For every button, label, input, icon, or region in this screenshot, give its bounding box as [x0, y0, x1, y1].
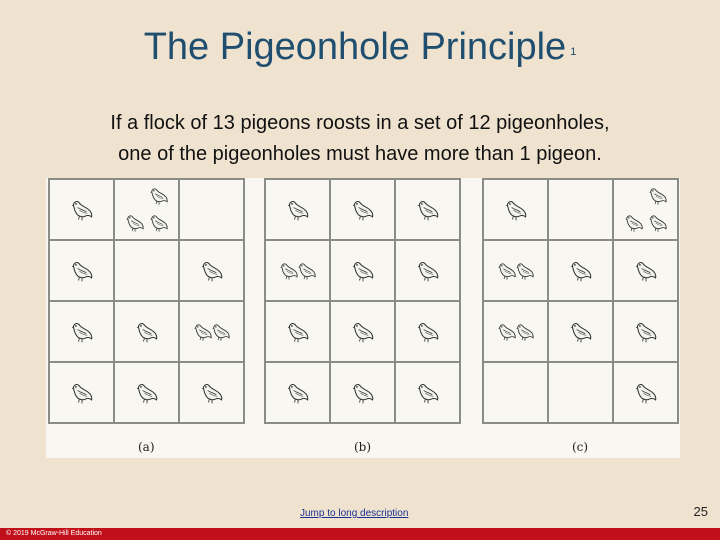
pigeon-icon — [516, 321, 534, 343]
pigeonhole-cell — [115, 302, 178, 361]
pigeonhole-cell — [331, 363, 394, 422]
pigeonhole-cell — [180, 241, 243, 300]
pigeon-icon — [646, 185, 670, 207]
pigeon-icon — [69, 197, 95, 223]
pigeon-icon — [568, 319, 594, 345]
pigeonhole-cell — [549, 180, 612, 239]
pigeonhole-cell — [50, 180, 113, 239]
pigeon-icon — [147, 212, 171, 234]
pigeon-icon — [415, 258, 441, 284]
pigeon-icon — [622, 212, 646, 234]
pigeon-icon — [503, 197, 529, 223]
copyright-footer: © 2019 McGraw-Hill Education — [0, 528, 720, 540]
pigeonhole-grid-a — [48, 178, 245, 424]
pigeon-icon — [568, 258, 594, 284]
pigeonhole-cell — [266, 363, 329, 422]
pigeonhole-cell — [266, 241, 329, 300]
pigeonhole-cell — [50, 363, 113, 422]
pigeon-icon — [415, 319, 441, 345]
pigeon-icon — [285, 319, 311, 345]
pigeonhole-cell — [396, 180, 459, 239]
pigeon-icon — [69, 258, 95, 284]
pigeon-icon — [134, 319, 160, 345]
pigeon-icon — [633, 258, 659, 284]
pigeon-icon — [415, 380, 441, 406]
pigeon-icon — [199, 258, 225, 284]
pigeonhole-cell — [180, 302, 243, 361]
pigeonhole-cell — [180, 180, 243, 239]
pigeonhole-cell — [331, 241, 394, 300]
pigeonhole-cell — [180, 363, 243, 422]
pigeonhole-figure — [46, 178, 680, 458]
pigeonhole-cell — [614, 180, 677, 239]
pigeonhole-cell — [549, 363, 612, 422]
pigeonhole-grid-b — [264, 178, 461, 424]
pigeon-icon — [516, 260, 534, 282]
pigeonhole-cell — [396, 241, 459, 300]
pigeon-icon — [212, 321, 230, 343]
pigeonhole-cell — [614, 241, 677, 300]
slide-title-subscript: 1 — [570, 46, 577, 58]
pigeon-icon — [285, 197, 311, 223]
pigeon-icon — [350, 319, 376, 345]
panel-caption-a: (a) — [138, 440, 155, 454]
pigeonhole-cell — [549, 302, 612, 361]
pigeonhole-cell — [614, 363, 677, 422]
pigeon-icon — [199, 380, 225, 406]
pigeon-icon — [350, 197, 376, 223]
pigeonhole-cell — [484, 302, 547, 361]
pigeonhole-grid-c — [482, 178, 679, 424]
panel-caption-c: (c) — [572, 440, 589, 454]
statement-text — [40, 108, 680, 170]
pigeonhole-cell — [614, 302, 677, 361]
pigeonhole-cell — [50, 302, 113, 361]
pigeonhole-cell — [266, 302, 329, 361]
pigeonhole-cell — [115, 241, 178, 300]
pigeonhole-cell — [484, 241, 547, 300]
pigeonhole-cell — [484, 363, 547, 422]
slide-title — [0, 24, 720, 75]
pigeon-icon — [147, 185, 171, 207]
pigeon-icon — [415, 197, 441, 223]
pigeonhole-cell — [115, 180, 178, 239]
slide-title-text: The Pigeonhole Principle — [143, 26, 567, 68]
panel-caption-b: (b) — [354, 440, 372, 454]
pigeonhole-cell — [266, 180, 329, 239]
pigeon-icon — [69, 319, 95, 345]
pigeon-icon — [646, 212, 670, 234]
pigeonhole-cell — [396, 302, 459, 361]
pigeonhole-cell — [396, 363, 459, 422]
pigeonhole-cell — [331, 180, 394, 239]
pigeon-icon — [298, 260, 316, 282]
pigeonhole-cell — [549, 241, 612, 300]
pigeon-icon — [350, 258, 376, 284]
pigeon-icon — [633, 319, 659, 345]
pigeon-icon — [69, 380, 95, 406]
pigeonhole-cell — [331, 302, 394, 361]
pigeon-icon — [633, 380, 659, 406]
statement-line-2: one of the pigeonholes must have more than 1 pigeon. — [118, 143, 602, 165]
pigeon-icon — [123, 212, 147, 234]
pigeonhole-cell — [115, 363, 178, 422]
pigeonhole-cell — [50, 241, 113, 300]
pigeon-icon — [350, 380, 376, 406]
pigeon-icon — [285, 380, 311, 406]
pigeon-icon — [134, 380, 160, 406]
page-number: 25 — [693, 504, 708, 519]
pigeonhole-cell — [484, 180, 547, 239]
long-description-link[interactable]: Jump to long description — [300, 508, 409, 519]
statement-line-1: If a flock of 13 pigeons roosts in a set of 12 pigeonholes, — [110, 112, 610, 134]
